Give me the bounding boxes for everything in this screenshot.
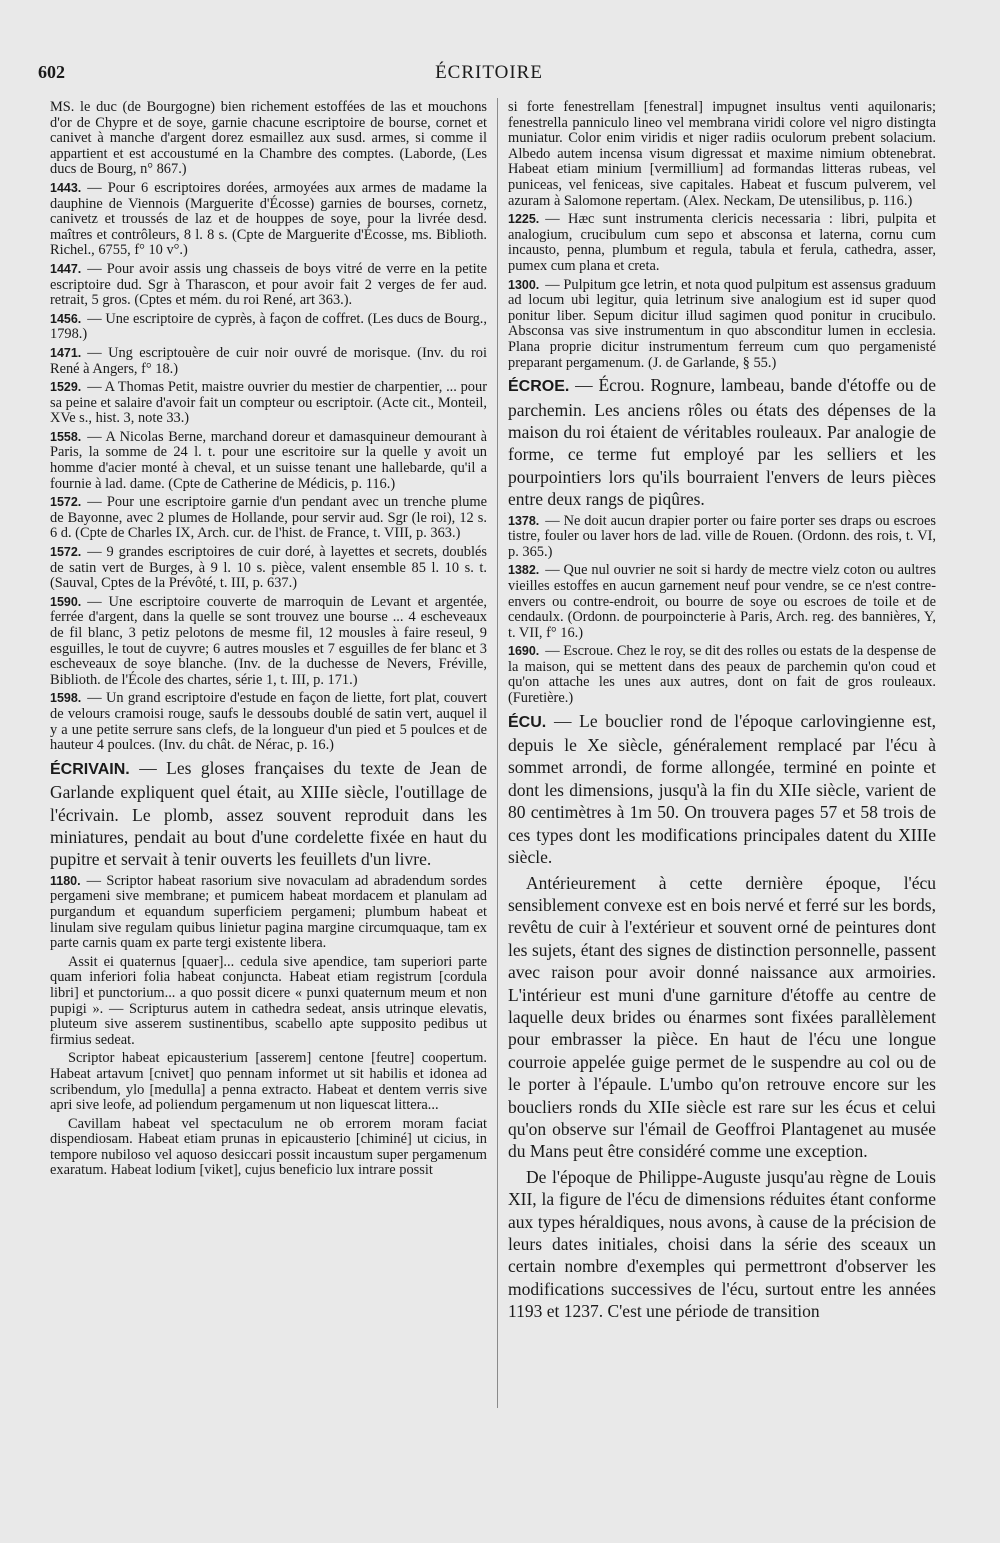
headword: ÉCU. <box>508 713 547 731</box>
paragraph-text: — Pulpitum gce letrin, et nota quod pulpitum est assensus graduum ad locum ubi legitur, quia letrinum sive analogium est id super quod ponitur liber. Sepum dicitur illud sagimen quod ponitur in crucibulo. Absconsa vas sive instrumentum in quo absconditur lumen in ecclesia. Plana proprie dicitur instrumentum ferreum cum quo pergamenisté preparant pergamenum. (J. de Garlande, § 55.) <box>508 276 936 371</box>
citation-year: 1443. <box>50 180 82 195</box>
citation-year: 1572. <box>50 545 82 560</box>
citation-paragraph <box>508 514 936 561</box>
citation-paragraph <box>508 563 936 641</box>
text-paragraph <box>50 1051 487 1113</box>
citation-year: 1572. <box>50 495 82 510</box>
citation-paragraph <box>50 181 487 259</box>
left-column <box>50 100 487 1182</box>
citation-year: 1447. <box>50 261 82 276</box>
citation-year: 1529. <box>50 380 82 395</box>
text-paragraph <box>508 872 936 1163</box>
column-divider <box>497 98 498 1408</box>
citation-paragraph <box>508 212 936 274</box>
paragraph-text: — Hæc sunt instrumenta clericis necessaria : libri, pulpita et analogium, crucibulum cum sepo et absconsa et laterna, cornu cum incausto, penna, plumbum et regula, tabula et ferula, cathedra, asser, pumex cum plana et creta. <box>508 211 936 274</box>
paragraph-text: — Ne doit aucun drapier porter ou faire porter ses draps ou escroes tistre, fouler ou laver hors de lad. ville de Rouen. (Ordonn. des rois, t. VI, p. 365.) <box>508 512 936 560</box>
paragraph-text: — Que nul ouvrier ne soit si hardy de mectre vielz coton ou aultres vieilles estoffes en aucun garnement neuf pour vendre, se ce n'est contre-envers ou contre-endroit, ou bourre de soye ou escroes de toile et de cendaulx. (Ordonn. de pourpoincterie à Paris, Arch. reg. des bannières, Y, t. VII, f° 16.) <box>508 562 936 641</box>
paragraph-text: — 9 grandes escriptoires de cuir doré, à layettes et secrets, doublés de satin vert de Burges, à 9 l. 10 s. pièce, valent ensemble 85 l. 10 s. t. (Sauval, Cptes de la Prévôté, t. III, p. 637.) <box>50 544 487 592</box>
paragraph-text: — Ung escriptouère de cuir noir ouvré de morisque. (Inv. du roi René à Angers, f° 18.) <box>50 344 487 377</box>
paragraph-text: — Pour avoir assis ung chasseis de boys vitré de verre en la petite escriptoire dud. Sgr à Tharascon, et pour avoir fait 2 verges de fer aud. retrait, 5 gros. (Cptes et mém. du roi René, art 363.). <box>50 260 487 309</box>
page-number: 602 <box>38 62 65 82</box>
citation-paragraph <box>50 545 487 592</box>
text-paragraph <box>50 1117 487 1179</box>
citation-paragraph <box>50 691 487 753</box>
paragraph-text: — Scriptor habeat rasorium sive novaculam ad abradendum sordes pergameni sive membrane; et pumicem habeat mordacem et planulam ad purgandum et equandum superficiem pergameni; plumbum habeat et linulam sive regulam quibus linietur pagina margine circumquaque, tam ex parte carnis quam ex parte tergi existente libera. <box>50 872 487 952</box>
paragraph-text: Scriptor habeat epicausterium [asserem] centone [feutre] coopertum. Habeat artavum [cnivet] quo pennam informet ut sit habilis et idonea ad scribendum, ylo [medulla] a penna extracto. Habeat et dentem verris sive apri sive leofe, ad poliendum pergamenum ut non liquescat littera... <box>50 1050 487 1114</box>
citation-year: 1180. <box>50 873 81 888</box>
citation-year: 1456. <box>50 311 82 326</box>
paragraph-text: Antérieurement à cette dernière époque, l'écu sensiblement convexe est en bois nervé et ferré sur les bords, revêtu de cuir à l'extérieur et souvent orné de peintures dont les sujets, étant des signes de distinction personnelle, passent avec raison pour avoir donné naissance aux armoiries. L'intérieur est muni d'une garniture d'étoffe au centre de laquelle deux brides ou énarmes sont fixées parallèlement pour embrasser la pièce. En haut de l'écu une longue courroie appelée guige permet de le suspendre au col ou de le porter à l'épaule. L'umbo qu'on retrouve encore sur les boucliers ronds du XIIe siècle est rare sur les écus et celui qu'on observe sur l'émail de Geoffroi Plantagenet au musée du Mans peut être considéré comme une exception. <box>508 872 936 1162</box>
citation-paragraph <box>50 312 487 343</box>
page-header <box>38 62 940 88</box>
headword: ÉCROE. <box>508 378 570 396</box>
text-paragraph <box>50 955 487 1049</box>
paragraph-text: — Une escriptoire de cyprès, à façon de coffret. (Les ducs de Bourg., 1798.) <box>50 310 487 343</box>
citation-paragraph <box>508 278 936 372</box>
citation-year: 1378. <box>508 513 540 528</box>
citation-year: 1590. <box>50 594 82 609</box>
paragraph-text: — A Nicolas Berne, marchand doreur et damasquineur demourant à Paris, la somme de 24 l. t. pour une escritoire sur la quelle y avoit un homme d'acier monté à cheval, et un suisse tenant une hallebarde, qu'il a fournie à lad. dame. (Cpte de Catherine de Médicis, p. 116.) <box>50 428 487 492</box>
citation-year: 1558. <box>50 429 82 444</box>
entry-heading-paragraph <box>508 374 936 510</box>
citation-paragraph <box>50 430 487 492</box>
text-paragraph <box>50 100 487 178</box>
citation-paragraph <box>50 495 487 542</box>
paragraph-text: Assit ei quaternus [quaer]... cedula sive apendice, tam superiori parte quam inferiori folia habeat conjuncta. Habeat etiam registrum [cordula libri] et punctorium... a quo possit dicere « punxi quaternum meum et non pupigi ». — Scripturus autem in cathedra sedeat, ansis utrinque elevatis, pluteum sive asserem sustinentibus, scabello apte supposito pedibus ut firmius sedeat. <box>50 953 487 1048</box>
citation-year: 1300. <box>508 277 540 292</box>
paragraph-text: — Pour 6 escriptoires dorées, armoyées aux armes de madame la dauphine de Viennois (Marguerite d'Écosse) garnies de bourses, cornetz, canivetz et troussés de laz et de houppes de soye, pour la livrée desd. maîtres et contrôleurs, 8 l. 8 s. (Cpte de Marguerite d'Écosse, ms. Biblioth. Richel., 6755, f° 10 v°.) <box>50 179 487 259</box>
text-paragraph <box>508 100 936 209</box>
headword: ÉCRIVAIN. <box>50 760 130 778</box>
right-column <box>508 100 936 1326</box>
citation-year: 1225. <box>508 212 540 227</box>
citation-paragraph <box>50 380 487 427</box>
paragraph-text: — Une escriptoire couverte de marroquin de Levant et argentée, ferrée d'argent, dans la quelle se sont trouvez une bourse ... 4 escheveaux de fil blanc, 3 petiz pelotons de mesme fil, 12 mousles à faire reseul, 9 esguilles, le tout de cuyvre; 6 autres mousles et 7 esguilles de fer blanc et 3 escheveaux de soye blanche. (Inv. de la duchesse de Nevers, Fréville, Biblioth. de l'École des chartes, série 1, t. III, p. 171.) <box>50 593 487 688</box>
entry-heading-paragraph <box>50 757 487 871</box>
paragraph-text: — Escroue. Chez le roy, se dit des rolles ou estats de la despense de la maison, qui se mettent dans des peaux de parchemin qu'on coud et qu'on attache les unes aux autres, dont on fait de gros rouleaux. (Furetière.) <box>508 643 936 707</box>
paragraph-text: — Écrou. Rognure, lambeau, bande d'étoffe ou de parchemin. Les anciens rôles ou états des dépenses de la maison du roi étaient de véritables rouleaux. Par analogie de forme, ce terme fut employé par les selliers et les pourpointiers lors qu'ils bourraient l'envers de leurs pièces entre deux rangs de piqûres. <box>508 375 936 510</box>
paragraph-text: si forte fenestrellam [fenestral] impugnet insultus venti aquilonaris; fenestrella panniculo lineo vel membrana viridi colore vel nigro distingta muniatur. Color enim viridis et niger radiis oculorum prebent solacium. Albedo autem incensa visum digressat et maxime nimium obtenebrat. Habeat etiam minium [vermillium] ad formandas litteras rubeas, vel puniceas, vel feniceas, sive capitales. Habeat et fuscum pulverem, vel azuram à Salomone repertam. (Alex. Neckam, De utensilibus, p. 116.) <box>508 99 936 209</box>
citation-paragraph <box>50 595 487 689</box>
citation-paragraph <box>50 346 487 377</box>
citation-paragraph <box>50 262 487 309</box>
citation-year: 1471. <box>50 345 82 360</box>
paragraph-text: Cavillam habeat vel spectaculum ne ob errorem moram faciat dispendiosam. Habeat etiam prunas in epicausterio [chiminé] ut cicius, in tempore nubiloso vel aquoso desiccari possit incaustum super pergamenum exaratum. Habeat lodium [viket], cujus beneficio lux intrare possit <box>50 1115 487 1179</box>
text-paragraph <box>508 1166 936 1323</box>
paragraph-text: MS. le duc (de Bourgogne) bien richement estoffées de las et mouchons d'or de Chypre et de soye, garnie chacune escriptoire de bourse, cornet et canivet à manche d'argent dorez esmaillez aux susd. armes, si comme il appartient et est accoustumé en la Chambre des comptes. (Laborde, (Les ducs de Bourg, n° 867.) <box>50 99 487 178</box>
running-title: ÉCRITOIRE <box>435 62 543 83</box>
citation-paragraph <box>50 874 487 952</box>
citation-paragraph <box>508 644 936 706</box>
citation-year: 1690. <box>508 644 540 659</box>
paragraph-text: — Un grand escriptoire d'estude en façon de liette, fort plat, couvert de velours cramoisi rouge, saufs le dessoubs doublé de satin vert, auquel il y a une petite serrure sans clefs, de la longueur d'un pied et 5 poulces et de hauteur 4 poulces. (Inv. du chât. de Nérac, p. 16.) <box>50 690 487 754</box>
entry-heading-paragraph <box>508 710 936 869</box>
citation-year: 1382. <box>508 563 540 578</box>
citation-year: 1598. <box>50 691 82 706</box>
paragraph-text: — A Thomas Petit, maistre ouvrier du mestier de charpentier, ... pour sa peine et salaire d'avoir fait un compteur ou escriptoir. (Acte cit., Monteil, XVe s., hist. 3, note 33.) <box>50 379 487 427</box>
paragraph-text: — Les gloses françaises du texte de Jean de Garlande expliquent quel était, au XIIIe siècle, l'outillage de l'écrivain. Le plomb, assez souvent reproduit dans les miniatures, pendait au bout d'une cordelette fixée en haut du pupitre et servait à tenir ouverts les feuillets d'un livre. <box>50 757 487 870</box>
paragraph-text: — Pour une escriptoire garnie d'un pendant avec un trenche plume de Bayonne, avec 2 plumes de Hollande, pour servir aud. Sgr (le roi), 12 s. 6 d. (Cpte de Charles IX, Arch. cur. de l'hist. de France, t. VIII, p. 363.) <box>50 494 487 542</box>
paragraph-text: De l'époque de Philippe-Auguste jusqu'au règne de Louis XII, la figure de l'écu de dimensions réduites étant conforme aux types héraldiques, nous avons, à cause de la précision de leurs dates initiales, choisi dans la série des sceaux un certain nombre d'exemples qui permettront d'observer les modifications successives de l'écu, surtout entre les années 1193 et 1237. C'est une période de transition <box>508 1166 936 1322</box>
paragraph-text: — Le bouclier rond de l'époque carlovingienne est, depuis le Xe siècle, généralement remplacé par l'écu à sommet arrondi, de forme allongée, terminé en pointe et dont les dimensions, jusqu'à la fin du XIIe siècle, varient de 80 centimètres à 1m 50. On trouvera pages 57 et 58 trois de ces types dont les modifications principales datent du XIIIe siècle. <box>508 710 936 868</box>
